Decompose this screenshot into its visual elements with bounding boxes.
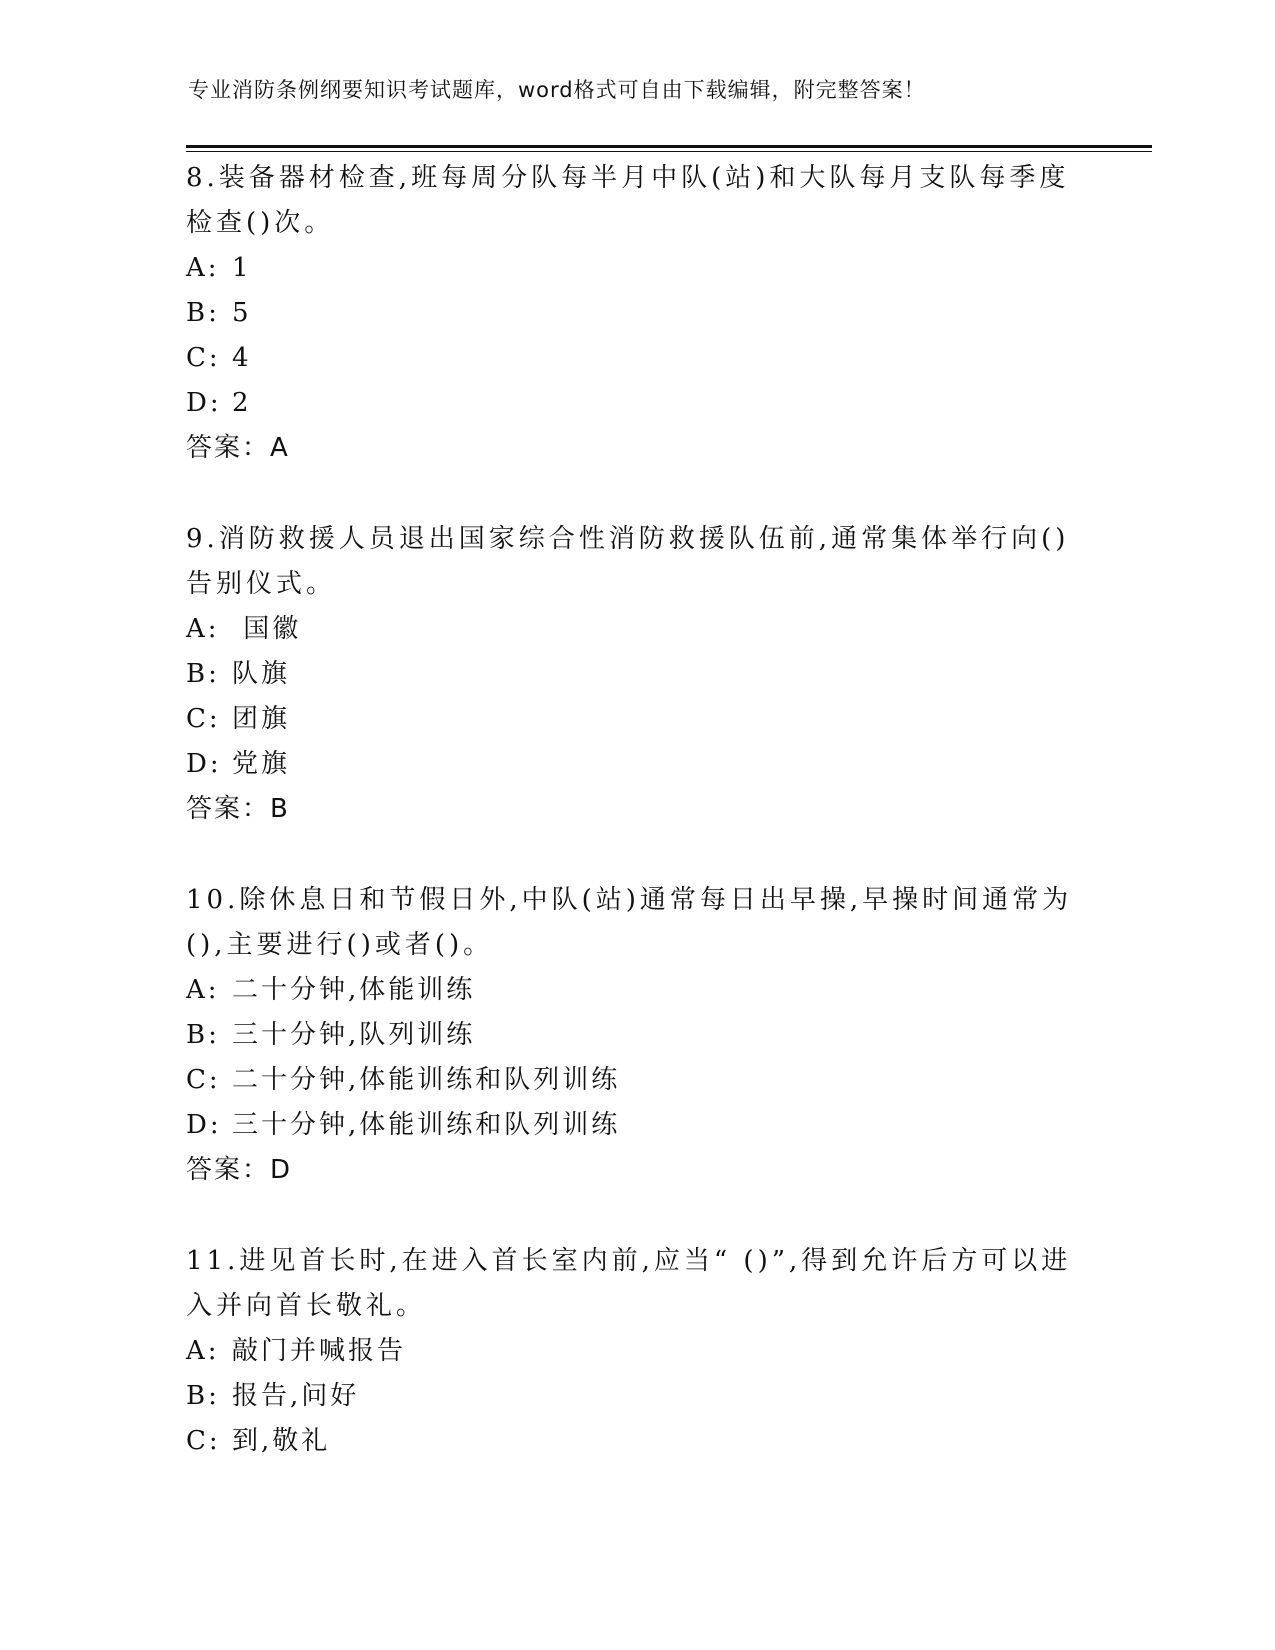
option-text: 报告,问好 — [232, 1381, 360, 1411]
option-letter: A: — [186, 253, 220, 283]
question-text: 9.消防救援人员退出国家综合性消防救援队伍前,通常集体举行向()告别仪式。 — [186, 524, 1070, 599]
option-letter: B: — [186, 1020, 220, 1050]
option-letter: C: — [186, 704, 221, 734]
option-b — [186, 291, 1086, 336]
option-a — [186, 246, 1086, 291]
question-8 — [186, 156, 1086, 471]
option-letter: C: — [186, 1065, 221, 1095]
option-a — [186, 1329, 1086, 1374]
question-text: 11.进见首长时,在进入首长室内前,应当“ ()”,得到允许后方可以进入并向首长敬礼。 — [186, 1246, 1072, 1321]
option-text: 5 — [232, 298, 252, 328]
option-letter: C: — [186, 1426, 221, 1456]
option-letter: A: — [186, 975, 220, 1005]
option-d — [186, 1103, 1086, 1148]
question-list — [186, 156, 1086, 1464]
option-text: 敲门并喊报告 — [232, 1336, 407, 1366]
answer-line: 答案：A — [186, 433, 290, 463]
page-header: 专业消防条例纲要知识考试题库，word格式可自由下载编辑，附完整答案！ — [188, 78, 926, 102]
question-text: 8.装备器材检查,班每周分队每半月中队(站)和大队每月支队每季度检查()次。 — [186, 163, 1070, 238]
option-letter: A: — [186, 1336, 220, 1366]
option-b — [186, 652, 1086, 697]
question-text: 10.除休息日和节假日外,中队(站)通常每日出早操,早操时间通常为(),主要进行()或者()。 — [186, 885, 1073, 960]
option-letter: D: — [186, 1110, 222, 1140]
option-b — [186, 1013, 1086, 1058]
option-text: 党旗 — [232, 749, 291, 779]
option-letter: D: — [186, 749, 222, 779]
option-b — [186, 1374, 1086, 1419]
option-text: 1 — [232, 253, 252, 283]
option-text: 三十分钟,队列训练 — [232, 1020, 476, 1050]
answer-line: 答案：D — [186, 1155, 293, 1185]
option-text: 队旗 — [232, 659, 291, 689]
option-d — [186, 742, 1086, 787]
answer-line: 答案：B — [186, 794, 290, 824]
option-a — [186, 968, 1086, 1013]
question-10 — [186, 878, 1086, 1193]
option-c — [186, 1419, 1086, 1464]
option-text: 团旗 — [232, 704, 291, 734]
question-11 — [186, 1239, 1086, 1464]
option-text: 三十分钟,体能训练和队列训练 — [232, 1110, 621, 1140]
option-text: 二十分钟,体能训练 — [232, 975, 476, 1005]
option-c — [186, 336, 1086, 381]
option-text: 4 — [232, 343, 252, 373]
option-letter: B: — [186, 659, 220, 689]
header-rule-thin — [186, 151, 1152, 152]
option-c — [186, 697, 1086, 742]
header-rule-thick — [186, 145, 1152, 148]
option-letter: B: — [186, 298, 220, 328]
option-a — [186, 607, 1086, 652]
option-letter: D: — [186, 388, 222, 418]
option-c — [186, 1058, 1086, 1103]
option-letter: A: — [186, 614, 220, 644]
question-9 — [186, 517, 1086, 832]
option-letter: B: — [186, 1381, 220, 1411]
option-text: 2 — [232, 388, 252, 418]
option-letter: C: — [186, 343, 221, 373]
option-d — [186, 381, 1086, 426]
option-text: 到,敬礼 — [232, 1426, 331, 1456]
option-text: 国徽 — [232, 614, 302, 644]
option-text: 二十分钟,体能训练和队列训练 — [232, 1065, 621, 1095]
